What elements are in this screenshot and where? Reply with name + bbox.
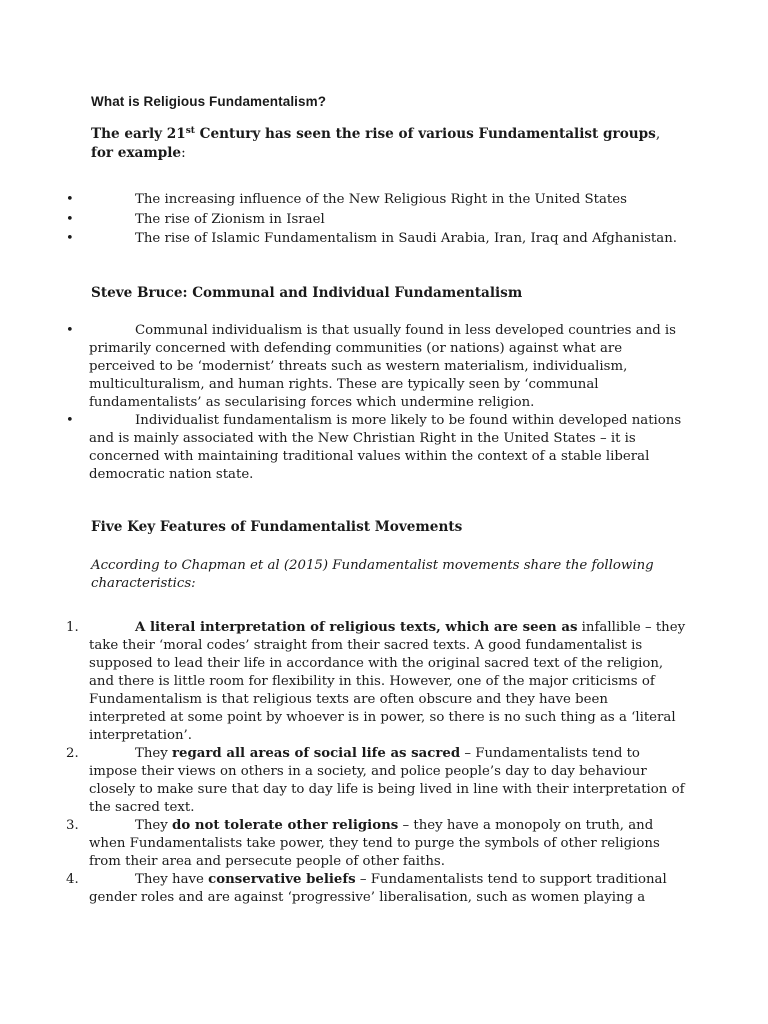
list-item: 3. They do not tolerate other religions – they have a monopoly on truth, and when Fundamentalists take power, they tend to purge the symbols of other religions from their area and persecute people of other faiths. — [66, 818, 660, 869]
bullet-icon: • — [66, 192, 74, 207]
intro-superscript: st — [185, 126, 195, 136]
page-title: What is Religious Fundamentalism? — [91, 94, 327, 109]
list-item: • The increasing influence of the New Religious Right in the United States — [0, 190, 700, 210]
bruce-points-list — [66, 322, 689, 484]
bullet-icon: • — [66, 211, 74, 227]
features-intro: According to Chapman et al (2015) Fundamentalist movements share the following characteristics: — [91, 558, 654, 591]
intro-statement — [91, 125, 691, 163]
intro-text-a: The early 21 — [91, 126, 186, 142]
intro-colon: : — [181, 145, 186, 161]
examples-list — [0, 190, 700, 249]
list-item: 4. They have conservative beliefs – Fundamentalists tend to support traditional gender roles and are against ‘progressive’ liberalisation, such as women playing a — [66, 872, 667, 905]
list-item: • The rise of Islamic Fundamentalism in Saudi Arabia, Iran, Iraq and Afghanistan. — [0, 229, 700, 249]
bullet-icon: • — [66, 413, 74, 428]
list-item: • Individualist fundamentalism is more likely to be found within developed nations and is mainly associated with the New Christian Right in the United States – it is concerned with maintaining traditional values within the context of a stable liberal democratic nation state. — [66, 413, 682, 482]
list-item: 2. They regard all areas of social life as sacred – Fundamentalists tend to impose their views on others in a society, and police people’s day to day behaviour closely to make sure that day to day life is being lived in line with their interpretation of the sacred text. — [66, 746, 685, 815]
bullet-icon: • — [66, 231, 74, 246]
features-list — [66, 619, 689, 907]
list-item: • The rise of Zionism in Israel — [0, 210, 700, 230]
section-heading-bruce: Steve Bruce: Communal and Individual Fundamentalism — [91, 285, 523, 301]
section-heading-features: Five Key Features of Fundamentalist Movements — [91, 519, 463, 535]
intro-text-c: for example — [91, 145, 182, 161]
list-item: 1. A literal interpretation of religious texts, which are seen as infallible – they take their ‘moral codes’ straight from their sacred texts. A good fundamentalist is supposed to lead their life in accordance with the original sacred text of the religion, and there is little room for flexibility in this. However, one of the major criticisms of Fundamentalism is that religious texts are often obscure and they have been interpreted at some point by whoever is in power, so there is no such thing as a ‘literal interpretation’. — [66, 620, 686, 743]
intro-comma: , — [655, 126, 661, 142]
intro-text-b: Century has seen the rise of various Fundamentalist groups — [194, 126, 656, 142]
list-item: • Communal individualism is that usually found in less developed countries and is primarily concerned with defending communities (or nations) against what are perceived to be ‘modernist’ threats such as western materialism, individualism, multiculturalism, and human rights. These are typically seen by ‘communal fundamentalists’ as secularising forces which undermine religion. — [66, 323, 677, 410]
bullet-icon: • — [66, 323, 74, 338]
